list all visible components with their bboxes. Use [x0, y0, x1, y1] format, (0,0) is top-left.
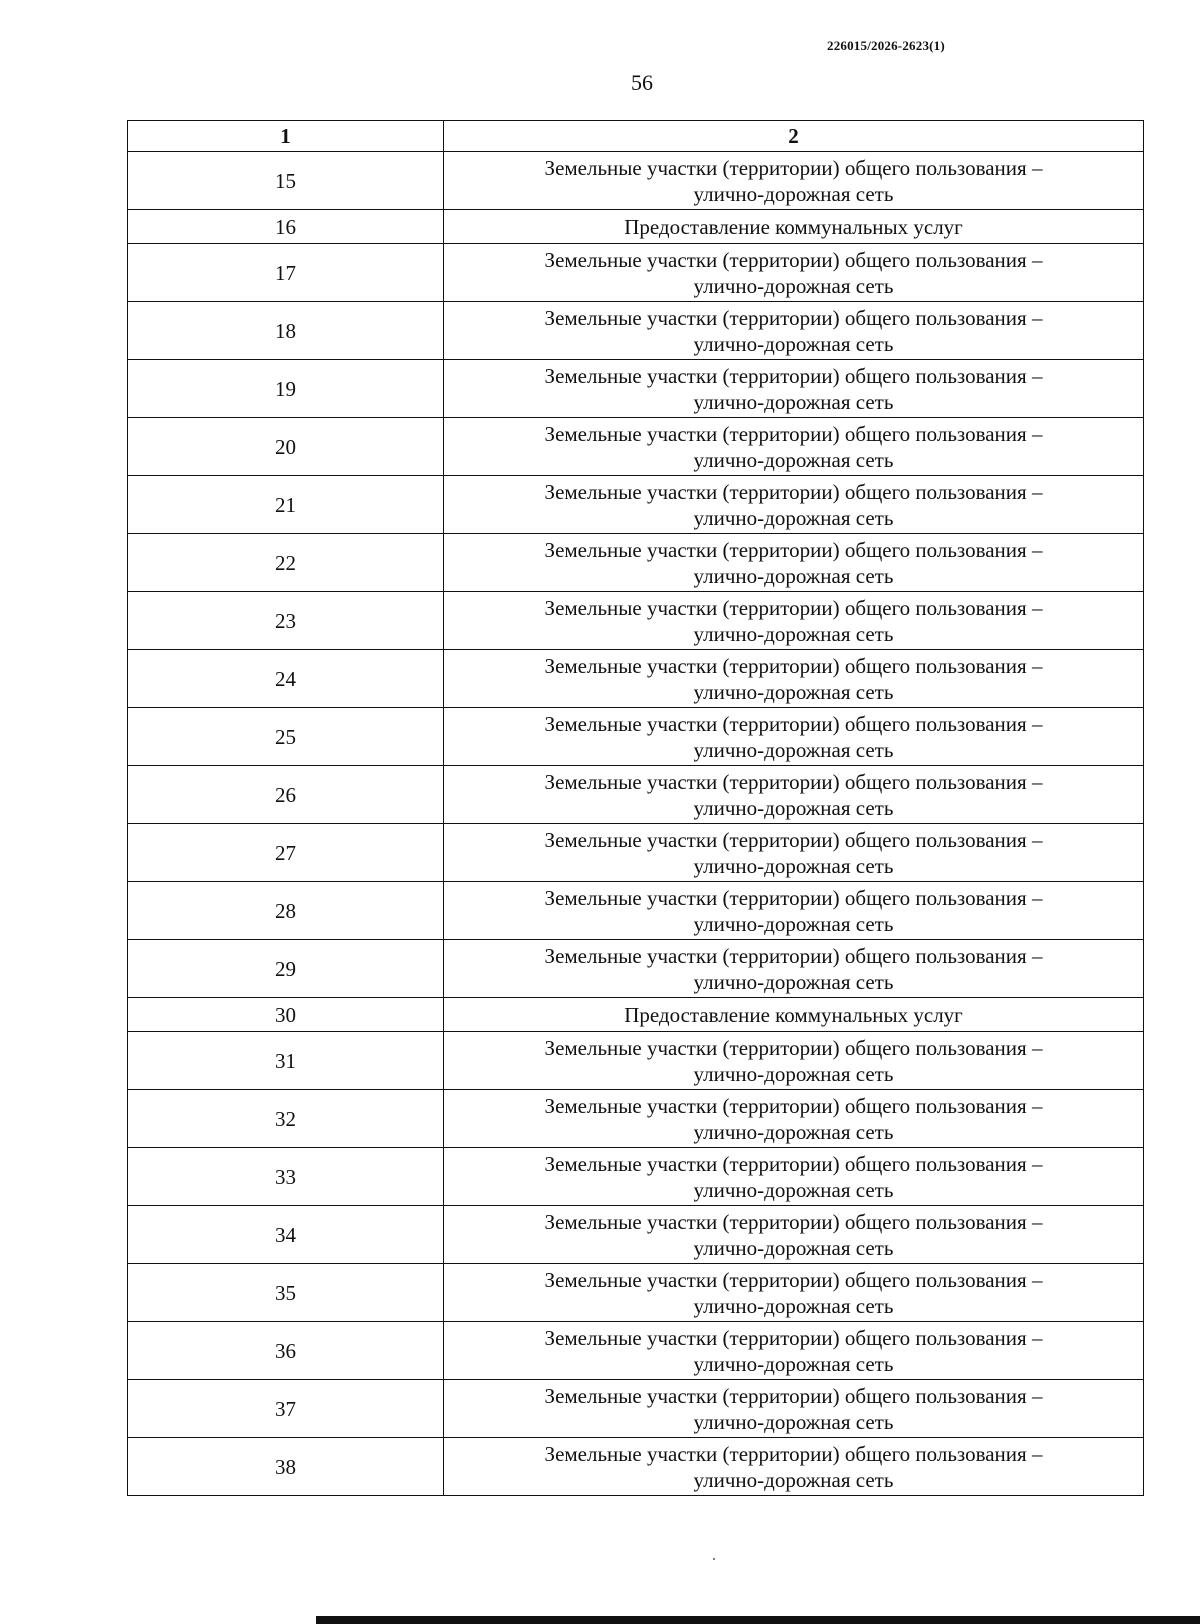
description-line-2: улично-дорожная сеть [693, 563, 894, 588]
description-line-2: улично-дорожная сеть [693, 505, 894, 530]
scan-edge-bar [316, 1616, 1200, 1624]
table-row [128, 152, 1144, 210]
description-line-2: улично-дорожная сеть [693, 447, 894, 472]
description-line-1: Земельные участки (территории) общего пользования – [544, 595, 1043, 620]
description-line-1: Земельные участки (территории) общего пользования – [544, 247, 1043, 272]
row-description-cell [444, 418, 1144, 476]
table-row [128, 882, 1144, 940]
description-line-2: улично-дорожная сеть [693, 679, 894, 704]
description-line-2: улично-дорожная сеть [693, 737, 894, 762]
row-number-cell: 35 [128, 1264, 444, 1322]
description-line-1: Земельные участки (территории) общего пользования – [544, 653, 1043, 678]
page-number: 56 [631, 70, 653, 95]
description-line-2: улично-дорожная сеть [693, 1409, 894, 1434]
table-header-row [128, 121, 1144, 152]
row-number-cell: 37 [128, 1380, 444, 1438]
row-description-cell [444, 244, 1144, 302]
description-line-1: Земельные участки (территории) общего пользования – [544, 363, 1043, 388]
description-line-1: Земельные участки (территории) общего пользования – [544, 1441, 1043, 1466]
description-line-2: улично-дорожная сеть [693, 795, 894, 820]
row-description-cell [444, 476, 1144, 534]
description-line-2: улично-дорожная сеть [693, 1235, 894, 1260]
description-line-1: Земельные участки (территории) общего пользования – [544, 537, 1043, 562]
description-line-2: улично-дорожная сеть [693, 621, 894, 646]
description-line-2: улично-дорожная сеть [693, 389, 894, 414]
description-line-2: улично-дорожная сеть [693, 273, 894, 298]
table-row [128, 650, 1144, 708]
row-description-cell [444, 940, 1144, 998]
row-number-cell: 31 [128, 1032, 444, 1090]
description-line-1: Земельные участки (территории) общего пользования – [544, 1325, 1043, 1350]
description-line-2: улично-дорожная сеть [693, 1293, 894, 1318]
row-description-cell [444, 152, 1144, 210]
table-row [128, 1032, 1144, 1090]
description-line-1: Земельные участки (территории) общего пользования – [544, 155, 1043, 180]
table-row [128, 302, 1144, 360]
row-number-cell: 28 [128, 882, 444, 940]
row-description-cell [444, 360, 1144, 418]
scan-speck [713, 1558, 715, 1560]
description-line-2: улично-дорожная сеть [693, 1061, 894, 1086]
row-number-cell: 20 [128, 418, 444, 476]
column-header-number: 1 [128, 121, 444, 152]
table-row [128, 1438, 1144, 1496]
description-line-1: Земельные участки (территории) общего пользования – [544, 1093, 1043, 1118]
description-line-1: Земельные участки (территории) общего пользования – [544, 943, 1043, 968]
description-line-2: улично-дорожная сеть [693, 181, 894, 206]
row-description-cell [444, 302, 1144, 360]
row-number-cell: 32 [128, 1090, 444, 1148]
table-row [128, 360, 1144, 418]
description-line-1: Земельные участки (территории) общего пользования – [544, 1383, 1043, 1408]
row-description-cell [444, 882, 1144, 940]
row-description-cell [444, 824, 1144, 882]
table-row [128, 534, 1144, 592]
document-code: 226015/2026-2623(1) [827, 38, 945, 53]
description-line-1: Земельные участки (территории) общего пользования – [544, 827, 1043, 852]
description-line-2: улично-дорожная сеть [693, 1119, 894, 1144]
table-row [128, 940, 1144, 998]
row-description-cell [444, 534, 1144, 592]
row-number-cell: 29 [128, 940, 444, 998]
description-line-1: Земельные участки (территории) общего пользования – [544, 1209, 1043, 1234]
table-row [128, 418, 1144, 476]
description-line-2: улично-дорожная сеть [693, 331, 894, 356]
row-number-cell: 18 [128, 302, 444, 360]
row-description-cell [444, 1380, 1144, 1438]
row-number-cell: 27 [128, 824, 444, 882]
description-line-2: улично-дорожная сеть [693, 1177, 894, 1202]
row-number-cell: 21 [128, 476, 444, 534]
table-row [128, 1264, 1144, 1322]
description-line-1: Земельные участки (территории) общего пользования – [544, 711, 1043, 736]
table-row [128, 1148, 1144, 1206]
row-description-cell [444, 592, 1144, 650]
table-row [128, 1380, 1144, 1438]
description-line-1: Земельные участки (территории) общего пользования – [544, 885, 1043, 910]
description-line-1: Земельные участки (территории) общего пользования – [544, 769, 1043, 794]
row-description-cell [444, 766, 1144, 824]
description-line-1: Земельные участки (территории) общего пользования – [544, 479, 1043, 504]
table-row [128, 1206, 1144, 1264]
column-header-description: 2 [444, 121, 1144, 152]
table-row [128, 1090, 1144, 1148]
row-number-cell: 24 [128, 650, 444, 708]
row-number-cell: 36 [128, 1322, 444, 1380]
row-description-cell [444, 1264, 1144, 1322]
row-description-cell [444, 998, 1144, 1032]
row-description-cell [444, 1438, 1144, 1496]
row-number-cell: 30 [128, 998, 444, 1032]
row-description-cell [444, 1322, 1144, 1380]
table-row [128, 708, 1144, 766]
row-number-cell: 34 [128, 1206, 444, 1264]
row-number-cell: 26 [128, 766, 444, 824]
row-number-cell: 33 [128, 1148, 444, 1206]
row-number-cell: 22 [128, 534, 444, 592]
description-line-1: Предоставление коммунальных услуг [624, 214, 963, 239]
description-line-1: Земельные участки (территории) общего пользования – [544, 1267, 1043, 1292]
table-body [128, 152, 1144, 1496]
description-line-1: Земельные участки (территории) общего пользования – [544, 1151, 1043, 1176]
land-use-table [127, 120, 1144, 1496]
row-description-cell [444, 1032, 1144, 1090]
table-row [128, 592, 1144, 650]
row-description-cell [444, 1206, 1144, 1264]
description-line-2: улично-дорожная сеть [693, 1351, 894, 1376]
description-line-1: Предоставление коммунальных услуг [624, 1002, 963, 1027]
table-row [128, 824, 1144, 882]
table-row [128, 1322, 1144, 1380]
description-line-2: улично-дорожная сеть [693, 911, 894, 936]
row-number-cell: 15 [128, 152, 444, 210]
table-row [128, 476, 1144, 534]
row-number-cell: 16 [128, 210, 444, 244]
table-row [128, 766, 1144, 824]
description-line-2: улично-дорожная сеть [693, 1467, 894, 1492]
row-description-cell [444, 1090, 1144, 1148]
row-description-cell [444, 708, 1144, 766]
row-number-cell: 17 [128, 244, 444, 302]
row-description-cell [444, 650, 1144, 708]
description-line-1: Земельные участки (территории) общего пользования – [544, 421, 1043, 446]
row-number-cell: 19 [128, 360, 444, 418]
table-row [128, 210, 1144, 244]
row-number-cell: 23 [128, 592, 444, 650]
row-description-cell [444, 210, 1144, 244]
table-row [128, 244, 1144, 302]
row-number-cell: 25 [128, 708, 444, 766]
description-line-2: улично-дорожная сеть [693, 853, 894, 878]
table-row [128, 998, 1144, 1032]
row-number-cell: 38 [128, 1438, 444, 1496]
description-line-1: Земельные участки (территории) общего пользования – [544, 305, 1043, 330]
description-line-2: улично-дорожная сеть [693, 969, 894, 994]
description-line-1: Земельные участки (территории) общего пользования – [544, 1035, 1043, 1060]
row-description-cell [444, 1148, 1144, 1206]
